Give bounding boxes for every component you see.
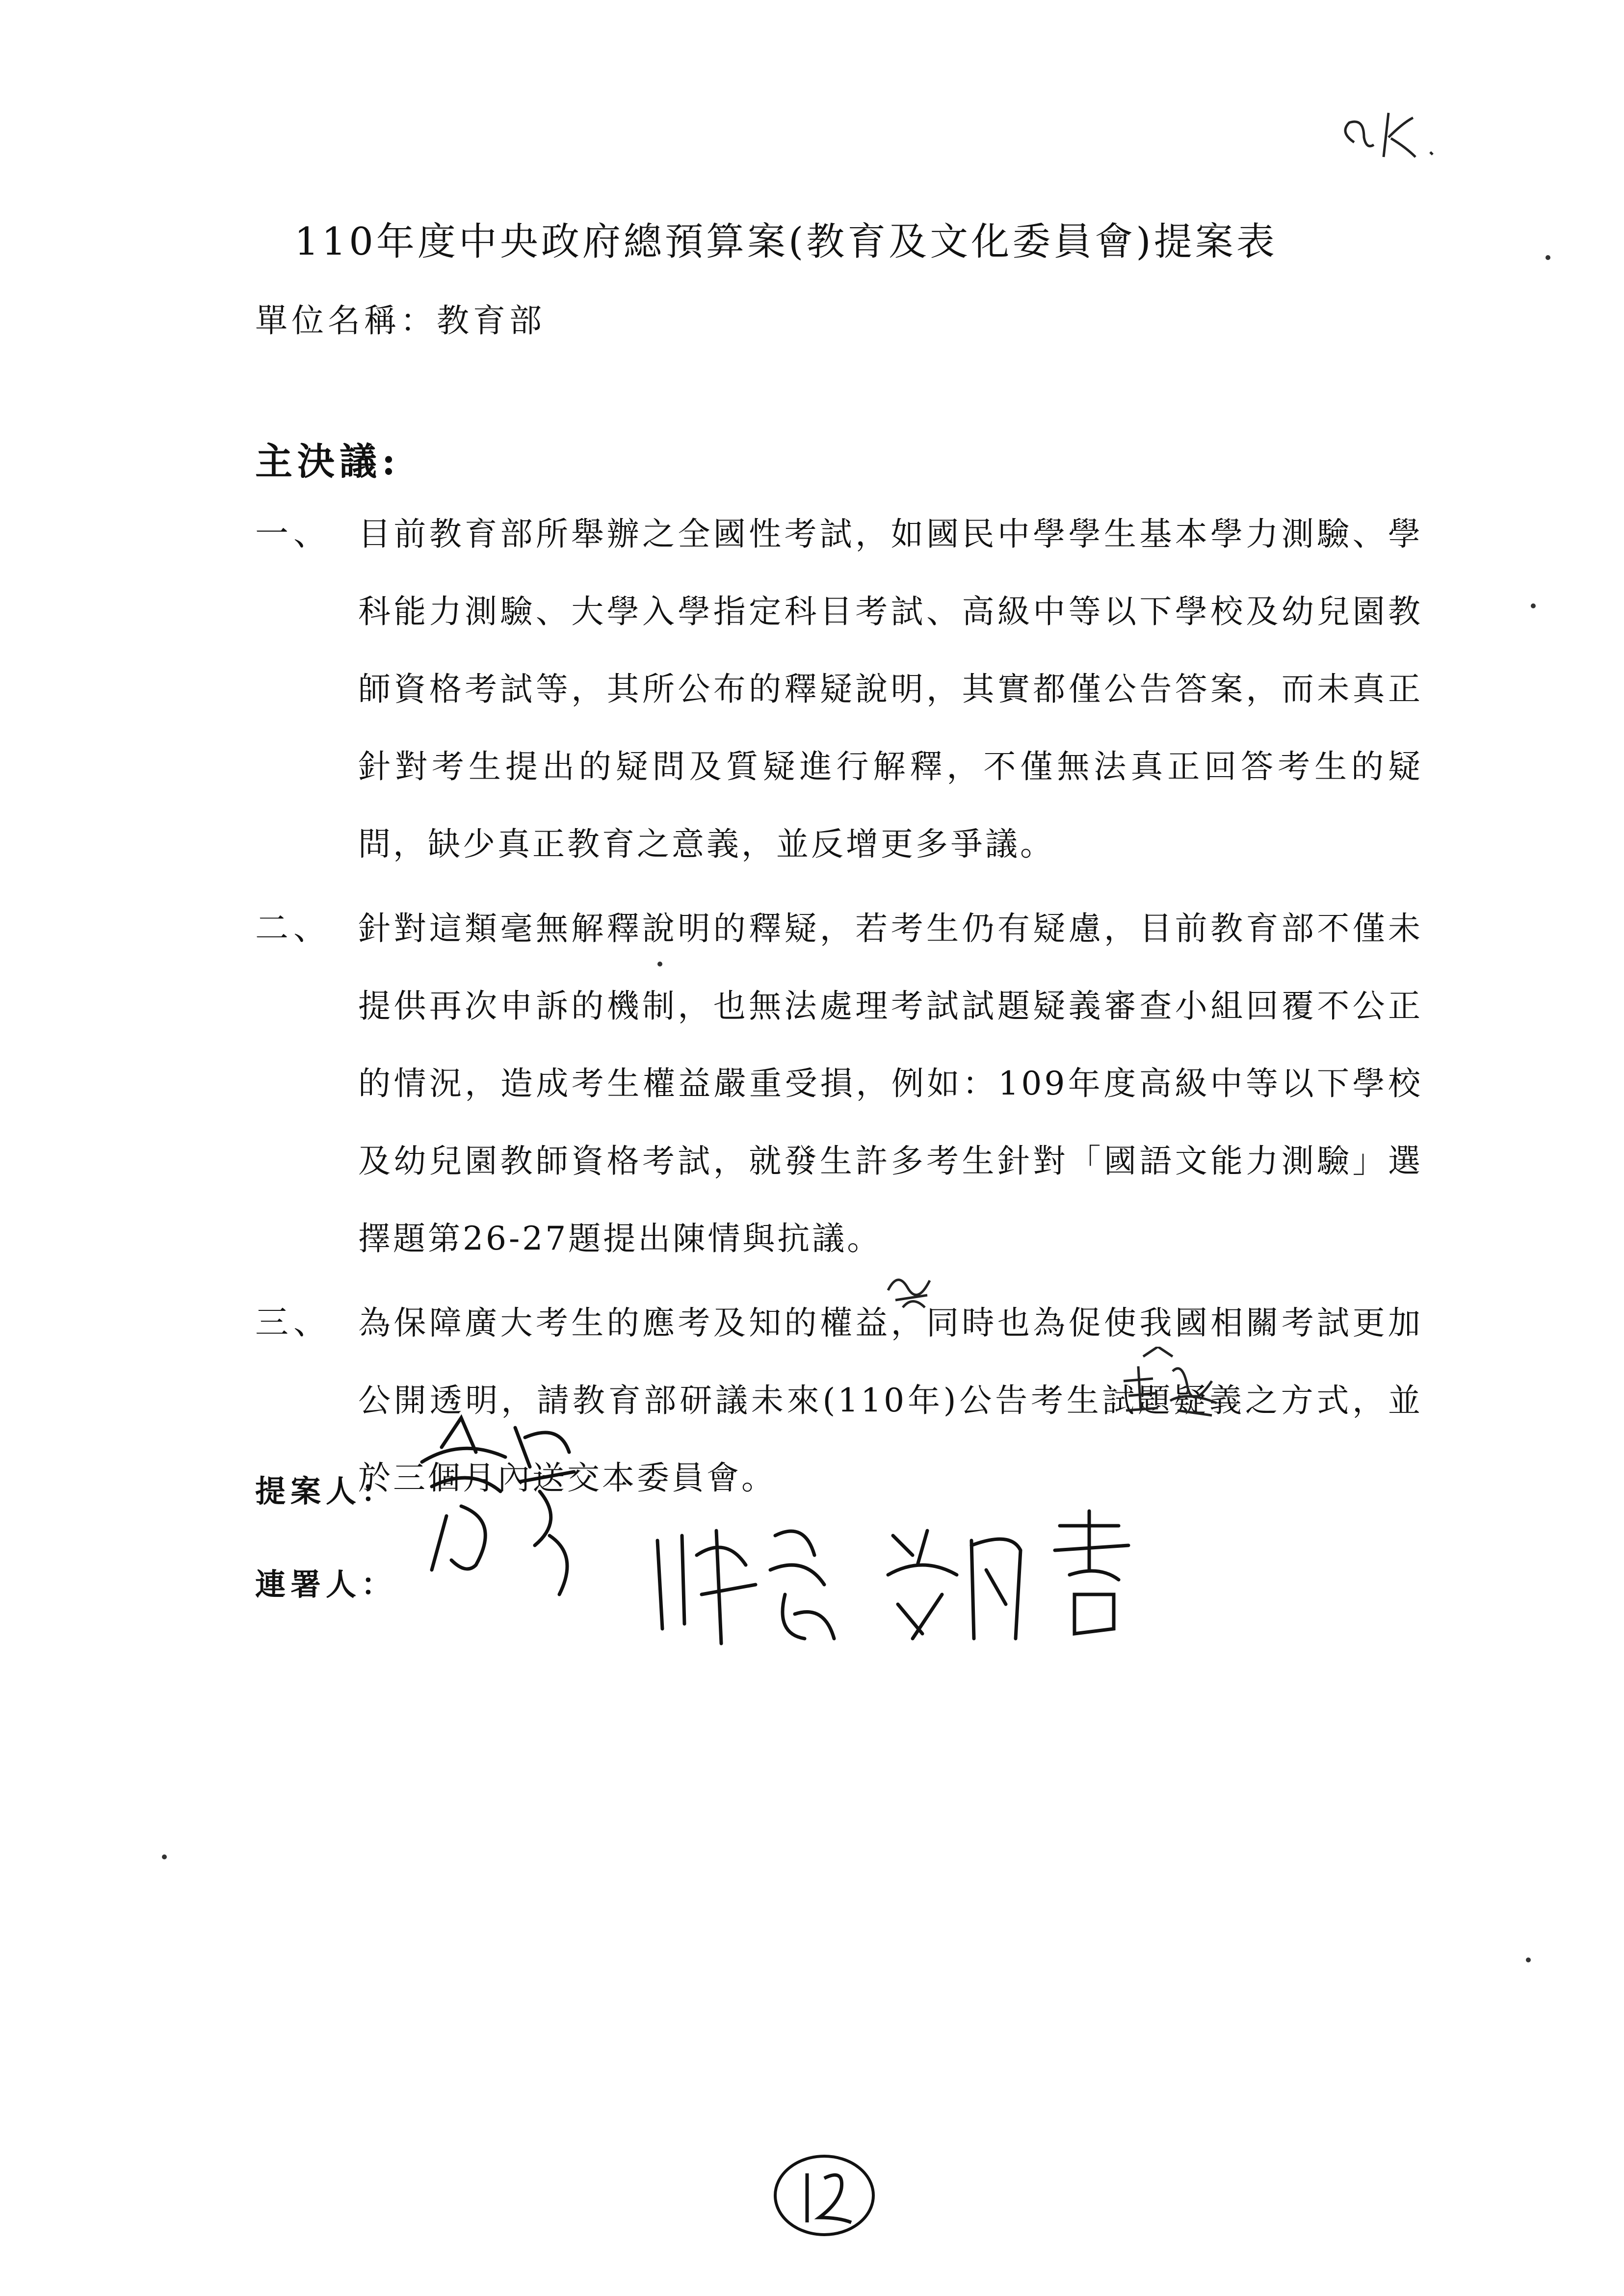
resolution-item (255, 890, 1423, 1278)
proposer-label: 提案人： (255, 1473, 397, 1509)
scan-speck (1531, 603, 1536, 608)
scan-speck (162, 1854, 167, 1859)
item-text: 目前教育部所舉辦之全國性考試，如國民中學學生基本學力測驗、學科能力測驗、大學入學指定科目考試、高級中等以下學校及幼兒園教師資格考試等，其所公布的釋疑說明，其實都僅公告答案，而未真正針對考生提出的疑問及質疑進行解釋，不僅無法真正回答考生的疑問，缺少真正教育之意義，並反增更多爭議。 (358, 515, 1423, 863)
item-text: 針對這類毫無解釋說明的釋疑，若考生仍有疑慮，目前教育部不僅未提供再次申訴的機制，也無法處理考試試題疑義審查小組回覆不公正的情況，造成考生權益嚴重受損，例如：109年度高級中等以下學校及幼兒園教師資格考試，就發生許多考生針對「國語文能力測驗」選擇題第26-27題提出陳情與抗議。 (358, 910, 1423, 1257)
cosigner-label: 連署人： (255, 1566, 397, 1602)
circled-page-number (765, 2149, 883, 2247)
item-number: 一、 (255, 515, 332, 553)
document-title: 110年度中央政府總預算案(教育及文化委員會)提案表 (294, 220, 1278, 264)
resolution-item (255, 496, 1423, 883)
unit-name: 單位名稱：教育部 (255, 302, 546, 339)
scan-speck (1526, 1957, 1531, 1962)
handwritten-insert-mark (883, 1261, 942, 1315)
resolution-items (255, 496, 1423, 1524)
item-text: 為保障廣大考生的應考及知的權益，同時也為促使我國相關考試更加公開透明，請教育部研議未來(110年)公告考生試題疑義之方式，並於三個月內送交本委員會。 (358, 1304, 1423, 1497)
scan-speck (1545, 255, 1550, 260)
corner-handwritten-mark (1335, 103, 1452, 172)
main-resolution-heading: 主決議: (255, 440, 401, 483)
handwritten-signatures (402, 1408, 1285, 1683)
scan-speck (657, 962, 662, 966)
item-number: 三、 (255, 1304, 332, 1342)
item-number: 二、 (255, 909, 332, 948)
